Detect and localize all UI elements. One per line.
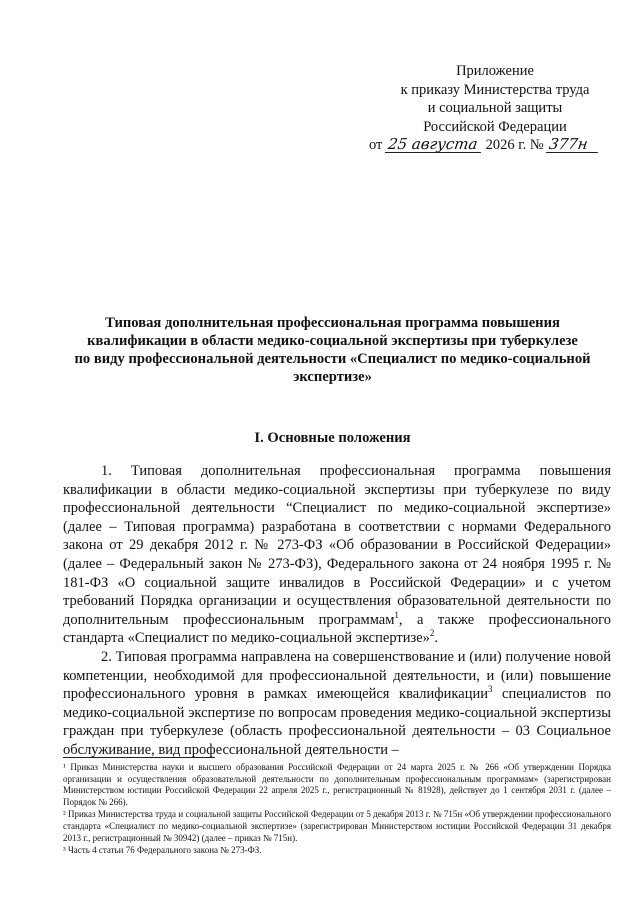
footnote-ref-2: 2	[429, 628, 435, 639]
paragraph-1-text-2: , а также профессионального стандарта «Специалист по медико-социальной экспертизе»	[63, 611, 611, 647]
handwritten-date: 25 августа	[385, 137, 483, 153]
title-line-3: по виду профессиональной деятельности «Специалист по медико-социальной	[74, 351, 591, 367]
appendix-line-4: Российской Федерации	[423, 118, 567, 135]
order-date-line	[369, 136, 630, 155]
title-line-4: экспертизе»	[293, 369, 372, 385]
paragraph-2	[63, 648, 611, 760]
order-date-prefix: от	[369, 137, 383, 153]
title-line-1: Типовая дополнительная профессиональная программа повышения	[105, 315, 560, 331]
paragraph-2-text: 2. Типовая программа направлена на совершенствование и (или) получение новой компетенции, необходимой для профессиональной деятельности, и (или) повышение профессионального уровня в рамках имеющейся квалификации	[63, 648, 611, 703]
footnotes-block	[63, 762, 611, 858]
footnote-ref-3: 3	[487, 684, 493, 695]
appendix-line-3: и социальной защиты	[427, 100, 563, 116]
document-title	[50, 314, 615, 386]
paragraph-1-end: .	[434, 630, 439, 647]
paragraph-1	[63, 462, 611, 648]
title-line-2: квалификации в области медико-социальной экспертизы при туберкулезе	[87, 333, 578, 349]
appendix-line-2: к приказу Министерства труда	[400, 81, 590, 98]
body-text	[63, 462, 611, 760]
section-heading: I. Основные положения	[254, 430, 411, 446]
order-year-label: 2026 г. №	[485, 137, 544, 153]
footnote-separator	[63, 757, 215, 758]
appendix-line-1: Приложение	[456, 63, 534, 79]
handwritten-order-number: 377н	[546, 137, 600, 153]
footnote-2: ² Приказ Министерства труда и социальной защиты Российской Федерации от 5 декабря 2013 г. № 715н «Об утверждении профессионального стандарта «Специалист по медико-социальной экспертизе» (зарегистрирован Министерством юстиции Российской Федерации 31 декабря 2013 г., регистрационный № 30942) (далее – приказ № 715н).	[63, 809, 611, 843]
appendix-block	[360, 62, 630, 155]
footnote-3: ³ Часть 4 статьи 76 Федерального закона № 273-ФЗ.	[63, 845, 262, 856]
footnote-ref-1: 1	[394, 609, 399, 620]
paragraph-2-text-2: специалистов по медико-социальной экспертизе по вопросам проведения медико-социальной экспертизы граждан при туберкулезе (область профессиональной деятельности – 03 Социальное обслуживание, вид профессиональной деятельности –	[63, 686, 611, 758]
paragraph-1-text: 1. Типовая дополнительная профессиональная программа повышения квалификации в области медико-социальной экспертизы при туберкулезе по виду профессиональной деятельности “Специалист по медико-социальной экспертизе» (далее – Типовая программа) разработана в соответствии с нормами Федерального закона от 29 декабря 2012 г. № 273-ФЗ «Об образовании в Российской Федерации» (далее – Федеральный закон № 273-ФЗ), Федерального закона от 24 ноября 1995 г. № 181-ФЗ «О социальной защите инвалидов в Российской Федерации» и с учетом требований Порядка организации и осуществления образовательной деятельности по дополнительным профессиональным программам	[63, 463, 611, 628]
footnote-1: ¹ Приказ Министерства науки и высшего образования Российской Федерации от 24 марта 2025 г. № 266 «Об утверждении Порядка организации и осуществления образовательной деятельности по дополнительным профессиональным программам» (зарегистрирован Министерством юстиции Российской Федерации 22 апреля 2025 г., регистрационный № 81928), действует до 1 сентября 2031 г. (далее – Порядок № 266).	[63, 762, 611, 807]
